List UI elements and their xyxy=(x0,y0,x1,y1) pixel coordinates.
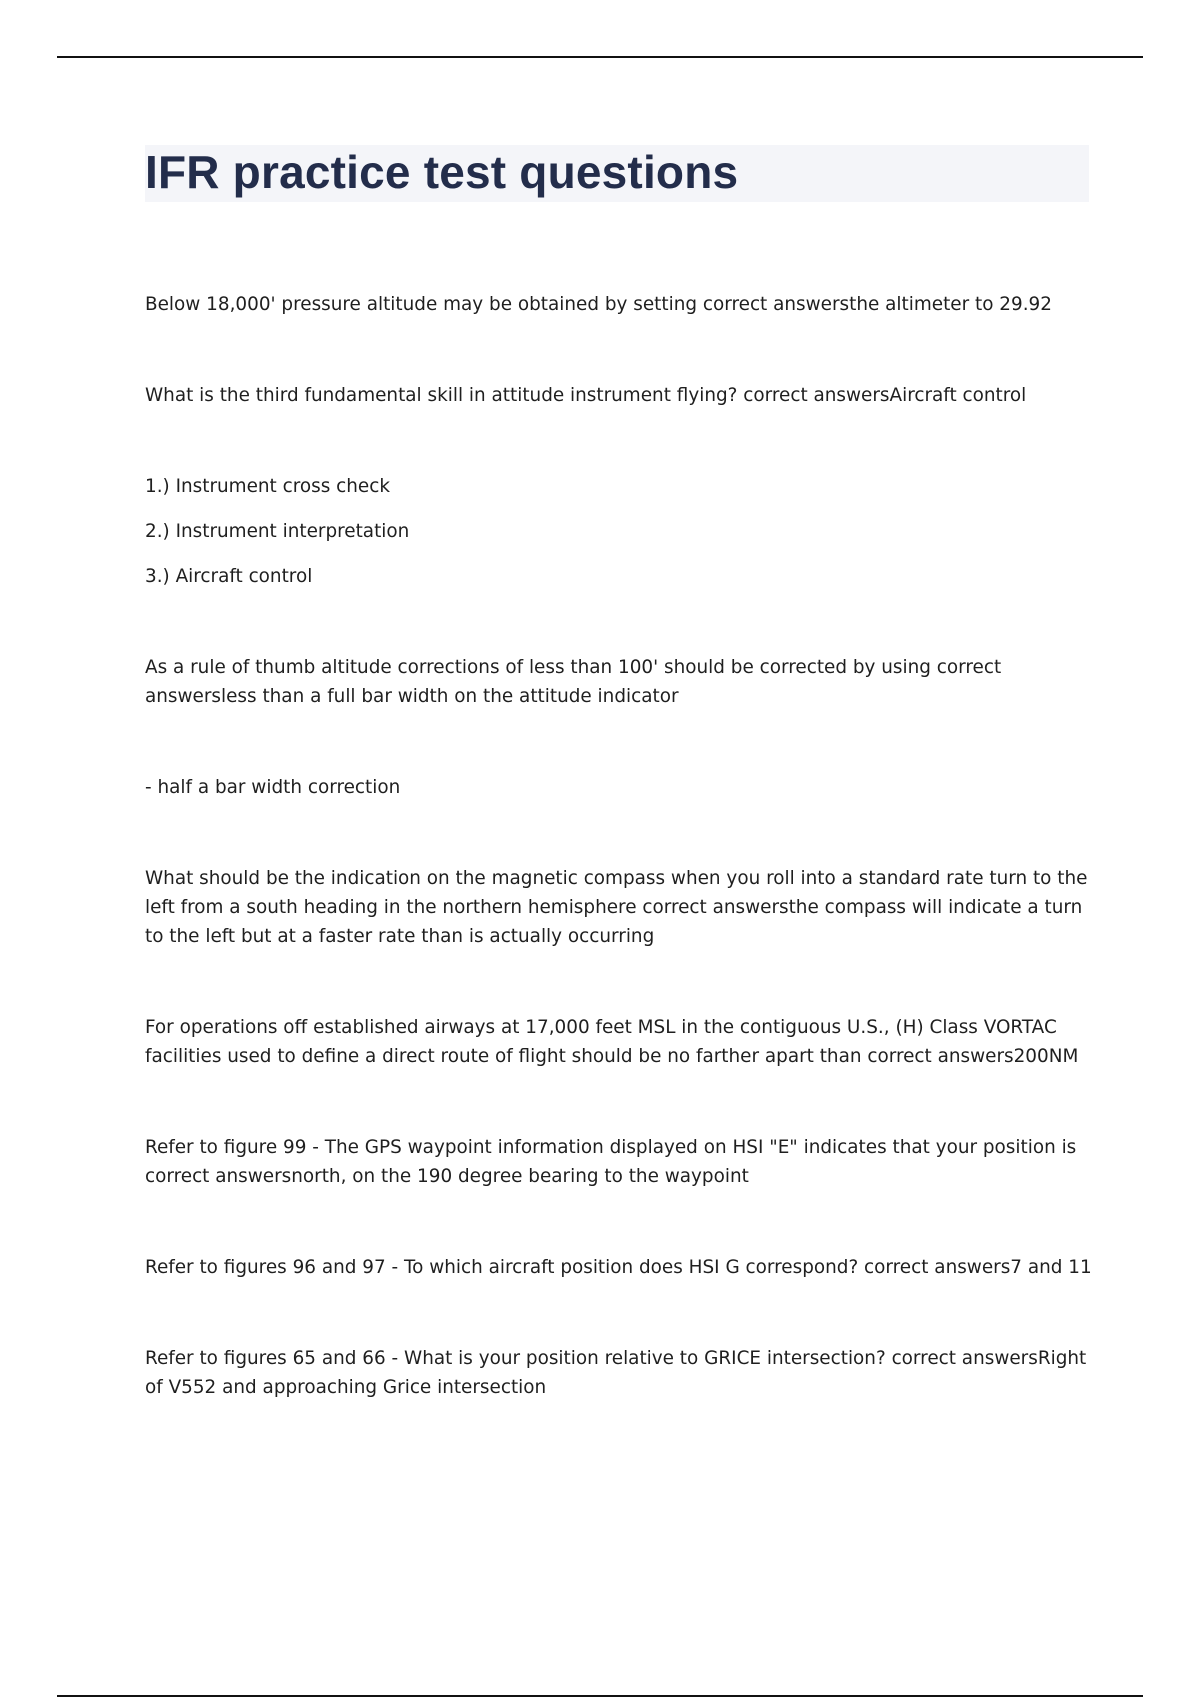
question-paragraph: Below 18,000' pressure altitude may be obtained by setting correct answersthe altimeter to 29.92 xyxy=(145,294,1052,315)
list-item: 2.) Instrument interpretation xyxy=(145,521,410,542)
question-paragraph: Refer to figures 96 and 97 - To which aircraft position does HSI G correspond? correct answers7 and 11 xyxy=(145,1257,1092,1278)
question-paragraph: For operations off established airways at 17,000 feet MSL in the contiguous U.S., (H) Class VORTAC facilities used to define a direct route of flight should be no farther apart than correct answers200NM xyxy=(145,1017,1079,1067)
question-paragraph: What is the third fundamental skill in attitude instrument flying? correct answersAircraft control xyxy=(145,385,1027,406)
question-paragraph: As a rule of thumb altitude corrections of less than 100' should be corrected by using correct answersless than a full bar width on the attitude indicator xyxy=(145,657,1002,707)
document-body xyxy=(145,290,1095,1464)
bottom-divider xyxy=(57,1695,1143,1697)
question-paragraph: Refer to figure 99 - The GPS waypoint information displayed on HSI "E" indicates that your position is correct answersnorth, on the 190 degree bearing to the waypoint xyxy=(145,1137,1077,1187)
list-item: 3.) Aircraft control xyxy=(145,566,313,587)
list-item: 1.) Instrument cross check xyxy=(145,476,390,497)
question-paragraph: What should be the indication on the magnetic compass when you roll into a standard rate turn to the left from a south heading in the northern hemisphere correct answersthe compass will indicate a turn to the left but at a faster rate than is actually occurring xyxy=(145,868,1088,947)
top-divider xyxy=(57,56,1143,58)
question-paragraph: Refer to figures 65 and 66 - What is your position relative to GRICE intersection? correct answersRight of V552 and approaching Grice intersection xyxy=(145,1348,1087,1398)
page-title: IFR practice test questions xyxy=(145,146,739,198)
note-paragraph: - half a bar width correction xyxy=(145,777,401,798)
